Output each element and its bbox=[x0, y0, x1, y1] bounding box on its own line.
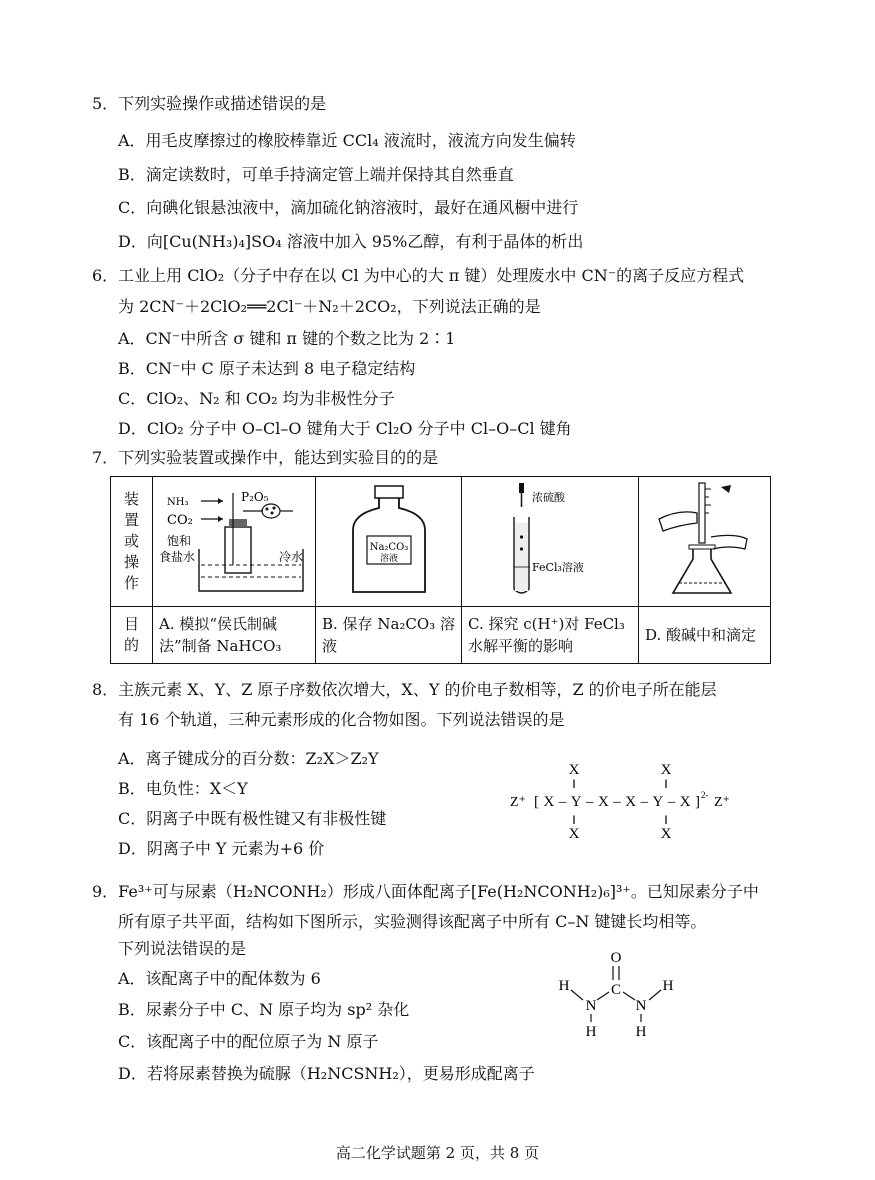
q5-stem: 5．下列实验操作或描述错误的是 bbox=[92, 94, 327, 113]
figure-d-cell bbox=[639, 477, 771, 607]
q6-stem-line1: 6．工业上用 ClO₂（分子中存在以 Cl 为中心的大 π 键）处理废水中 CN⁻的离子反应方程式 bbox=[92, 266, 745, 285]
apparatus-table bbox=[110, 476, 771, 664]
svg-text:O: O bbox=[610, 950, 622, 966]
svg-text:2-: 2- bbox=[701, 790, 709, 800]
svg-text:冷水: 冷水 bbox=[279, 549, 304, 564]
purpose-b: B. 保存 Na₂CO₃ 溶液 bbox=[316, 607, 462, 664]
q5-option-c: C．向碘化银悬浊液中，滴加硫化钠溶液时，最好在通风橱中进行 bbox=[118, 198, 579, 217]
q9-option-c: C．该配离子中的配位原子为 N 原子 bbox=[118, 1032, 379, 1051]
svg-text:浓硫酸: 浓硫酸 bbox=[532, 490, 565, 504]
svg-text:‖: ‖ bbox=[664, 812, 668, 827]
svg-text:X: X bbox=[660, 762, 672, 778]
q8-option-d: D．阴离子中 Y 元素为+6 价 bbox=[118, 839, 325, 858]
svg-text:H: H bbox=[662, 978, 674, 994]
q9-stem-line2: 所有原子共平面，结构如下图所示，实验测得该配离子中所有 C–N 键键长均相等。 bbox=[118, 912, 707, 931]
q9-stem-line3: 下列说法错误的是 bbox=[118, 939, 247, 958]
svg-text:‖: ‖ bbox=[572, 776, 576, 791]
row-header-purpose: 目 的 bbox=[111, 607, 153, 664]
titration-figure bbox=[639, 479, 769, 601]
svg-text:‖: ‖ bbox=[664, 776, 668, 791]
page-footer: 高二化学试题第 2 页，共 8 页 bbox=[335, 1144, 540, 1162]
q6-option-b: B．CN⁻中 C 原子未达到 8 电子稳定结构 bbox=[118, 359, 416, 378]
svg-text:H: H bbox=[585, 1024, 597, 1040]
svg-text:溶液: 溶液 bbox=[379, 553, 398, 564]
q9-stem-line1: 9．Fe³⁺可与尿素（H₂NCONH₂）形成八面体配离子[Fe(H₂NCONH₂)₆]³⁺。已知尿素分子中 bbox=[92, 882, 759, 901]
q6-option-c: C．ClO₂、N₂ 和 CO₂ 均为非极性分子 bbox=[118, 389, 395, 408]
svg-text:N: N bbox=[585, 998, 597, 1014]
svg-text:CO₂: CO₂ bbox=[167, 512, 193, 528]
svg-text:X: X bbox=[660, 826, 672, 842]
svg-text:饱和: 饱和 bbox=[167, 533, 192, 548]
anion-structure-figure bbox=[500, 756, 750, 844]
urea-structure-figure bbox=[552, 944, 682, 1040]
svg-text:P₂O₅: P₂O₅ bbox=[241, 489, 269, 504]
q5-option-a: A．用毛皮摩擦过的橡胶棒靠近 CCl₄ 液流时，液流方向发生偏转 bbox=[118, 131, 576, 150]
svg-text:Z⁺: Z⁺ bbox=[510, 795, 526, 810]
q8-option-c: C．阴离子中既有极性键又有非极性键 bbox=[118, 809, 387, 828]
svg-text:C: C bbox=[610, 982, 622, 998]
figure-b-cell bbox=[316, 477, 462, 607]
q6-stem-line2: 为 2CN⁻＋2ClO₂══2Cl⁻＋N₂＋2CO₂，下列说法正确的是 bbox=[118, 297, 541, 316]
svg-text:‖: ‖ bbox=[572, 812, 576, 827]
figure-c-cell bbox=[462, 477, 639, 607]
q9-option-a: A．该配离子中的配体数为 6 bbox=[118, 969, 321, 988]
svg-text:H: H bbox=[635, 1024, 647, 1040]
q7-stem: 7．下列实验装置或操作中，能达到实验目的的是 bbox=[92, 448, 439, 467]
purpose-c: C. 探究 c(H⁺)对 FeCl₃ 水解平衡的影响 bbox=[462, 607, 639, 664]
q8-stem-line2: 有 16 个轨道，三种元素形成的化合物如图。下列说法错误的是 bbox=[118, 710, 565, 729]
q9-option-d: D．若将尿素替换为硫脲（H₂NCSNH₂），更易形成配离子 bbox=[118, 1064, 535, 1083]
q9-option-b: B．尿素分子中 C、N 原子均为 sp² 杂化 bbox=[118, 1000, 410, 1019]
row-header-apparatus: 装 置 或 操 作 bbox=[111, 477, 153, 607]
svg-text:N: N bbox=[635, 998, 647, 1014]
svg-text:X: X bbox=[568, 762, 580, 778]
q8-option-b: B．电负性：X＜Y bbox=[118, 779, 248, 798]
q8-stem-line1: 8．主族元素 X、Y、Z 原子序数依次增大，X、Y 的价电子数相等，Z 的价电子所在能层 bbox=[92, 680, 717, 699]
svg-text:NH₃: NH₃ bbox=[167, 496, 189, 508]
svg-text:食盐水: 食盐水 bbox=[159, 549, 196, 564]
purpose-d: D. 酸碱中和滴定 bbox=[639, 607, 771, 664]
svg-text:Na₂CO₃: Na₂CO₃ bbox=[369, 541, 408, 553]
hou-process-apparatus-figure bbox=[153, 479, 313, 601]
svg-text:Z⁺: Z⁺ bbox=[714, 795, 730, 810]
q6-option-d: D．ClO₂ 分子中 O–Cl–O 键角大于 Cl₂O 分子中 Cl–O–Cl 键角 bbox=[118, 419, 572, 438]
test-tube-dropper-figure bbox=[462, 479, 637, 601]
svg-text:[X–Y–X–X–Y–X]: [X–Y–X–X–Y–X] bbox=[534, 794, 700, 810]
q5-option-d: D．向[Cu(NH₃)₄]SO₄ 溶液中加入 95%乙醇，有利于晶体的析出 bbox=[118, 232, 584, 251]
figure-a-cell bbox=[153, 477, 316, 607]
svg-text:X: X bbox=[568, 826, 580, 842]
q8-option-a: A．离子键成分的百分数：Z₂X＞Z₂Y bbox=[118, 749, 379, 768]
q5-option-b: B．滴定读数时，可单手持滴定管上端并保持其自然垂直 bbox=[118, 165, 514, 184]
purpose-a: A. 模拟“侯氏制碱法”制备 NaHCO₃ bbox=[153, 607, 316, 664]
svg-text:H: H bbox=[558, 978, 570, 994]
q6-option-a: A．CN⁻中所含 σ 键和 π 键的个数之比为 2∶1 bbox=[118, 329, 456, 348]
svg-text:FeCl₃溶液: FeCl₃溶液 bbox=[532, 560, 584, 574]
reagent-bottle-figure bbox=[339, 480, 439, 600]
